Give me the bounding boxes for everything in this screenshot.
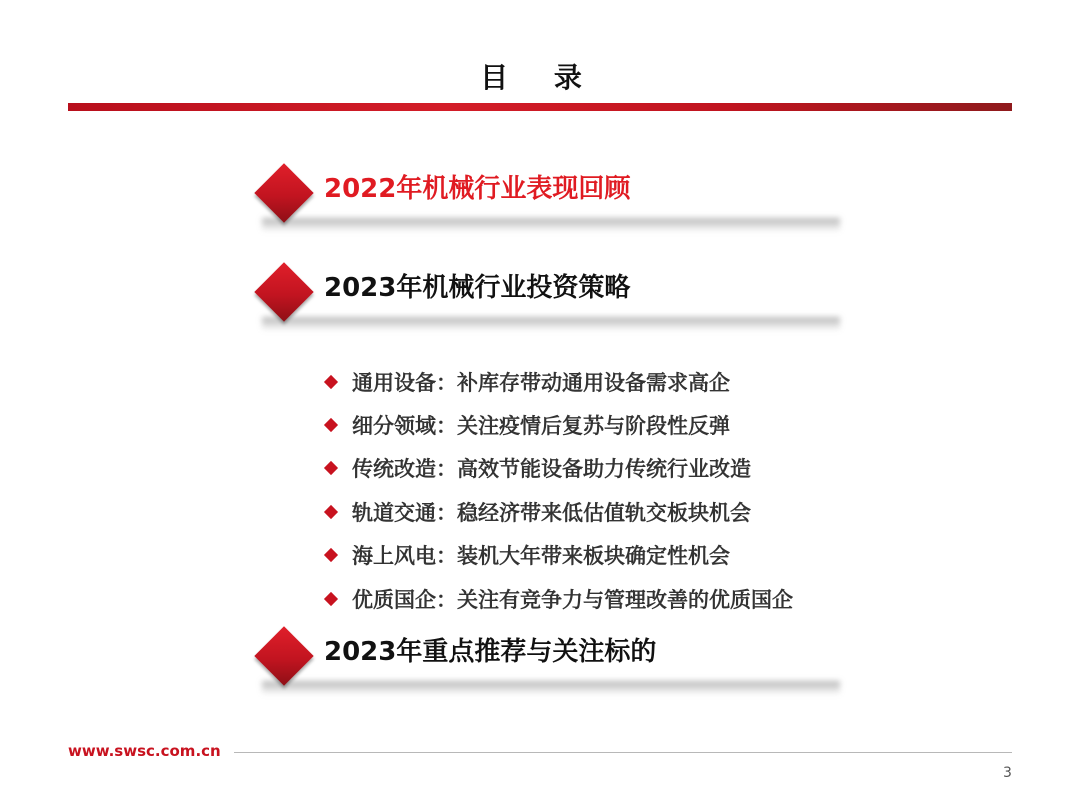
title-divider-bar — [68, 103, 1012, 111]
page-number: 3 — [1003, 765, 1012, 781]
list-item[interactable]: 优质国企：关注有竞争力与管理改善的优质国企 — [322, 577, 793, 620]
bullet-diamond-icon — [324, 505, 338, 519]
footer-website-link[interactable]: www.swsc.com.cn — [68, 742, 221, 760]
bullet-diamond-icon — [324, 592, 338, 606]
list-item[interactable]: 通用设备：补库存带动通用设备需求高企 — [322, 360, 793, 403]
footer-divider — [234, 752, 1012, 753]
toc-section-2[interactable] — [262, 259, 858, 319]
bullet-diamond-icon — [324, 375, 338, 389]
toc-section-1[interactable] — [262, 160, 858, 220]
toc-section-label: 2023年机械行业投资策略 — [324, 273, 631, 303]
list-item[interactable]: 海上风电：装机大年带来板块确定性机会 — [322, 534, 793, 577]
page-title: 目 录 — [480, 61, 600, 94]
list-item[interactable]: 轨道交通：稳经济带来低估值轨交板块机会 — [322, 490, 793, 533]
bullet-diamond-icon — [324, 418, 338, 432]
list-item[interactable]: 传统改造：高效节能设备助力传统行业改造 — [322, 447, 793, 490]
bullet-diamond-icon — [324, 461, 338, 475]
toc-section-label: 2023年重点推荐与关注标的 — [324, 637, 657, 667]
toc-section-3[interactable] — [262, 623, 858, 683]
list-item[interactable]: 细分领域：关注疫情后复苏与阶段性反弹 — [322, 403, 793, 446]
sub-topic-list — [322, 360, 793, 620]
bullet-diamond-icon — [324, 548, 338, 562]
toc-section-label: 2022年机械行业表现回顾 — [324, 174, 631, 204]
